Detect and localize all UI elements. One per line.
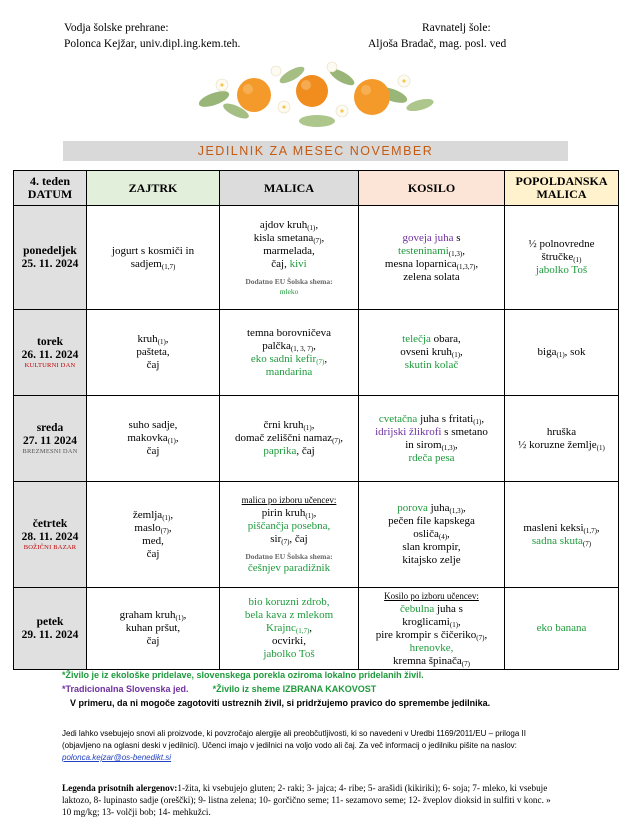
menu-line: mandarina <box>265 365 313 378</box>
date-header <box>14 171 87 206</box>
day-note: BREZMESNI DAN <box>22 447 78 455</box>
eu-scheme-item: mleko <box>279 287 299 296</box>
day-row <box>14 206 619 310</box>
kosilo-cell <box>359 396 505 482</box>
menu-line: zelena solata <box>403 270 460 283</box>
principal-block <box>368 20 506 52</box>
header-row <box>14 171 619 206</box>
trad-scheme-notes <box>62 682 622 696</box>
day-cell <box>14 482 87 588</box>
menu-line: bela kava z mlekom <box>244 609 334 621</box>
head-cook-block <box>64 20 240 52</box>
menu-line: pire krompir s čičeriko$_{(7)}$, <box>375 628 488 642</box>
popoldanska-cell <box>505 206 619 310</box>
popoldanska-header <box>505 171 619 206</box>
menu-line: domač zeliščni namaz$_{(7)}$, <box>234 432 344 445</box>
menu-line: kroglicami$_{(1)}$, <box>402 615 461 629</box>
scheme-note: *Živilo iz sheme IZBRANA KAKOVOST <box>212 684 377 694</box>
malica-cell <box>220 588 359 670</box>
day-note: BOŽIČNI BAZAR <box>23 543 77 551</box>
allergen-legend <box>62 782 562 818</box>
zajtrk-cell <box>87 206 220 310</box>
menu-line: sadjem$_{(1,7)}$ <box>130 257 176 271</box>
menu-line: ajdov kruh$_{(1)}$, <box>259 219 319 232</box>
popoldanska-cell <box>505 482 619 588</box>
menu-line: palčka$_{(1, 3, 7)}$, <box>262 339 316 353</box>
choice-note: Kosilo po izboru učencev: <box>384 590 479 601</box>
day-name: sreda <box>36 421 64 434</box>
menu-line: cvetačna juha s fritati$_{(1)}$, <box>378 412 485 426</box>
menu-line: ½ polnovredne <box>528 238 595 250</box>
malica-cell <box>220 482 359 588</box>
menu-line: kitajsko zelje <box>402 554 461 566</box>
menu-line: skutin kolač <box>404 359 459 371</box>
menu-line: pirin kruh$_{(1)}$, <box>261 507 317 520</box>
day-name: torek <box>37 335 63 348</box>
menu-line: bio koruzni zdrob, <box>248 596 330 608</box>
principal-role: Ravnatelj šole: <box>422 22 491 34</box>
eu-scheme-title: Dodatno EU Šolska shema: <box>245 277 333 286</box>
day-row <box>14 310 619 396</box>
menu-line: črni kruh$_{(1)}$, <box>263 419 315 432</box>
eu-scheme-item: češnjev paradižnik <box>247 562 331 574</box>
menu-line: osliča$_{(4)}$, <box>413 528 450 541</box>
menu-line: čaj, kivi <box>271 258 307 270</box>
day-name: ponedeljek <box>23 244 77 257</box>
kosilo-cell <box>359 482 505 588</box>
zajtrk-cell <box>87 482 220 588</box>
menu-line: piščančja posebna, <box>247 520 331 532</box>
menu-line: ocvirki, <box>272 635 306 647</box>
day-row <box>14 396 619 482</box>
day-row <box>14 588 619 670</box>
menu-line: čaj <box>146 445 160 457</box>
menu-line: porova juha$_{(1,3)}$, <box>397 502 466 515</box>
menu-line: štručke$_{(1)}$ <box>541 251 582 264</box>
choice-note: malica po izboru učencev: <box>241 495 337 505</box>
trad-note: *Tradicionalna Slovenska jed. <box>62 684 189 694</box>
notes-block <box>62 668 622 710</box>
day-name: petek <box>36 615 64 628</box>
malica-cell <box>220 310 359 396</box>
menu-line: kremna špinača$_{(7)}$ <box>393 654 470 668</box>
zajtrk-cell <box>87 588 220 670</box>
principal-name: Aljoša Bradač, mag. posl. ved <box>368 38 507 50</box>
head-cook-name: Polonca Kejžar, univ.dipl.ing.kem.teh. <box>64 38 241 50</box>
menu-line: čaj <box>146 359 160 371</box>
malica-header: MALICA <box>220 171 359 206</box>
menu-table <box>13 170 619 670</box>
menu-line: eko sadni kefir$_{(7)}$, <box>250 352 328 366</box>
menu-line: hrenovke, <box>409 641 454 654</box>
date-label: DATUM <box>27 187 73 201</box>
zajtrk-cell <box>87 310 220 396</box>
menu-line: pečen file kapskega <box>388 515 475 527</box>
zajtrk-cell <box>87 396 220 482</box>
popoldanska-cell <box>505 588 619 670</box>
menu-line: mesna loparnica$_{(1,3,7)}$, <box>384 257 479 271</box>
malica-cell <box>220 206 359 310</box>
day-date: 29. 11. 2024 <box>21 628 79 641</box>
day-cell <box>14 588 87 670</box>
menu-line: masleni keksi$_{(1,7)}$, <box>523 521 600 535</box>
day-date: 25. 11. 2024 <box>21 257 79 270</box>
menu-line: goveja juha s <box>402 231 461 244</box>
menu-line: in sirom$_{(1,3)}$, <box>405 438 458 452</box>
menu-line: maslo$_{(7)}$, <box>134 521 172 535</box>
legend-text: 1-žita, ki vsebujejo gluten; 2- raki; 3- jajca; 4- ribe; 5- arašidi (kikiriki); 6- soja; 7- mleko, ki vsebuje laktozo, 8- lupinasto sadje (oreščki); 9- listna zelena; 10- gorčično seme; 11- sezamovo seme; 12- žveplov dioksid in sulfiti v konc. » 10 mg/kg; 13- volčji bob; 14- mehkužci. <box>62 783 551 817</box>
menu-line: testeninami$_{(1,3)}$, <box>398 244 465 258</box>
menu-line: kisla smetana$_{(7)}$, <box>253 232 325 245</box>
popoldanska-label-1: POPOLDANSKA <box>515 174 608 188</box>
menu-line: idrijski žlikrofi s smetano <box>375 425 488 438</box>
kosilo-cell <box>359 588 505 670</box>
malica-cell <box>220 396 359 482</box>
menu-line: hruška <box>546 425 577 438</box>
menu-line: ovseni kruh$_{(1)}$, <box>400 346 463 359</box>
menu-line: jogurt s kosmiči in <box>111 244 195 257</box>
menu-line: čaj <box>146 635 160 647</box>
menu-line: slan krompir, <box>402 541 461 553</box>
menu-line: jabolko Toš <box>535 264 588 276</box>
menu-line: makovka$_{(1)}$, <box>127 432 179 445</box>
menu-line: suho sadje, <box>128 419 178 431</box>
popoldanska-cell <box>505 396 619 482</box>
kosilo-cell <box>359 310 505 396</box>
menu-line: pašteta, <box>136 346 170 358</box>
head-cook-role: Vodja šolske prehrane: <box>64 22 169 34</box>
week-label: 4. teden <box>30 174 70 188</box>
contact-email-link[interactable]: polonca.kejzar@os-benedikt.si <box>62 753 172 762</box>
day-date: 28. 11. 2024 <box>21 530 79 543</box>
menu-line: čebulna juha s <box>400 602 463 615</box>
day-date: 26. 11. 2024 <box>21 348 79 361</box>
day-note: KULTURNI DAN <box>24 361 76 369</box>
day-cell <box>14 396 87 482</box>
menu-line: med, <box>142 534 164 547</box>
allergen-info <box>62 728 562 764</box>
kosilo-cell <box>359 206 505 310</box>
menu-line: rdeča pesa <box>408 451 455 464</box>
eu-scheme-title: Dodatno EU Šolska shema: <box>245 552 333 561</box>
day-row <box>14 482 619 588</box>
page-title: JEDILNIK ZA MESEC NOVEMBER <box>63 141 568 161</box>
popoldanska-cell <box>505 310 619 396</box>
kosilo-header: KOSILO <box>359 171 505 206</box>
menu-line: jabolko Toš <box>263 648 315 660</box>
eco-note: *Živilo je iz ekološke pridelave, slovenskega porekla oziroma lokalno pridelanih živil. <box>62 670 424 680</box>
menu-line: temna borovničeva <box>247 326 331 339</box>
day-name: četrtek <box>32 517 68 530</box>
popoldanska-label-2: MALICA <box>536 187 587 201</box>
reserve-note: V primeru, da ni mogoče zagotoviti ustreznih živil, si pridržujemo pravico do spremembe jedilnika. <box>70 698 491 708</box>
orange-blossom-illustration <box>192 55 440 137</box>
menu-line: telečja obara, <box>402 333 461 345</box>
menu-line: žemlja$_{(1)}$, <box>132 508 174 522</box>
allergen-info-text: Jedi lahko vsebujejo snovi ali proizvode, ki povzročajo alergije ali preobčutljivosti, ki so navedeni v Uredbi 1169/2011/EU – priloga II (objavljeno na oglasni deski v jedilnici). Učenci imajo v jedilnici na voljo vodo ali čaj. Za več informacij o jedilniku pišite na naslov: <box>62 729 526 750</box>
zajtrk-header: ZAJTRK <box>87 171 220 206</box>
menu-line: biga$_{(1)}$, sok <box>537 346 586 359</box>
menu-line: kruh$_{(1)}$, <box>137 333 169 346</box>
menu-line: sadna skuta$_{(7)}$ <box>531 534 592 548</box>
menu-line: sir$_{(7)}$, čaj <box>270 533 308 546</box>
legend-title: Legenda prisotnih alergenov: <box>62 783 178 793</box>
menu-line: marmelada, <box>263 245 315 257</box>
day-cell <box>14 206 87 310</box>
menu-line: kuhan pršut, <box>125 622 181 634</box>
menu-line: ½ koruzne žemlje$_{(1)}$ <box>518 438 605 452</box>
menu-line: graham kruh$_{(1)}$, <box>119 609 187 622</box>
menu-line: paprika, čaj <box>263 445 315 457</box>
menu-line: eko banana <box>536 622 587 634</box>
menu-line: čaj <box>146 547 160 560</box>
menu-line: Krajnc$_{(1,7)}$, <box>265 622 313 635</box>
day-cell <box>14 310 87 396</box>
day-date: 27. 11 2024 <box>23 434 77 447</box>
